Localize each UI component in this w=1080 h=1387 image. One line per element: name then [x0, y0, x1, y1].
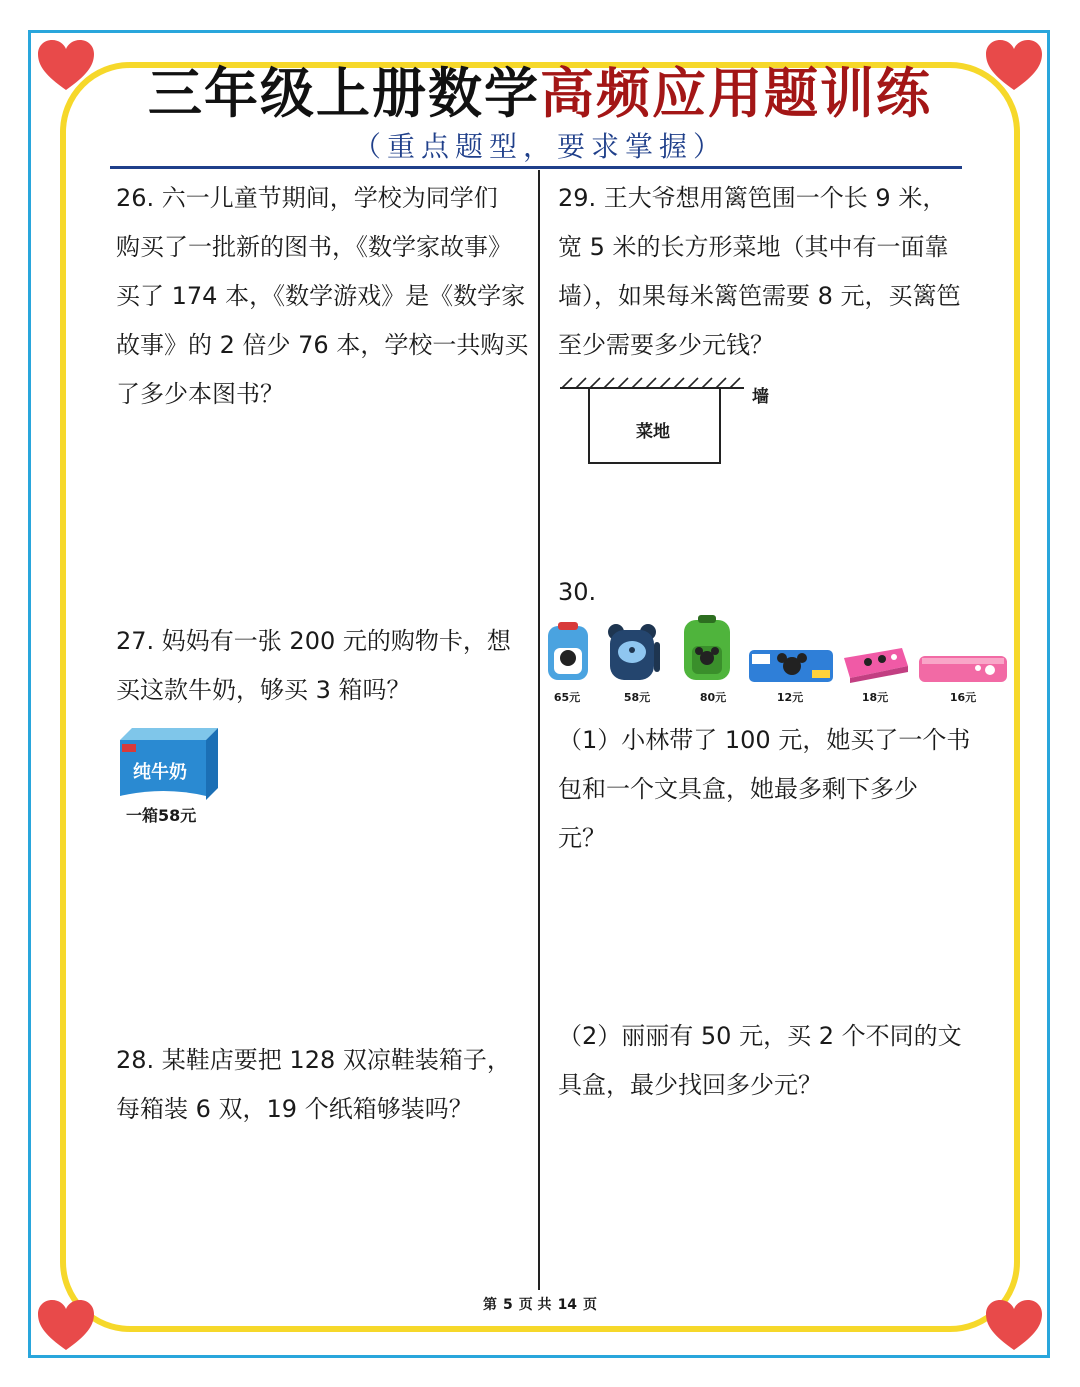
- question-line: （1）小林带了 100 元，她买了一个书: [558, 726, 971, 754]
- footer-page: 5: [502, 1297, 513, 1313]
- question-27: [116, 617, 530, 715]
- footer-total: 14: [557, 1297, 578, 1313]
- column-divider: [538, 170, 540, 1290]
- question-line: 墙），如果每米篱笆需要 8 元，买篱笆: [558, 282, 961, 310]
- item-price: 80元: [699, 691, 727, 704]
- question-30-part-1: [558, 716, 978, 863]
- question-line: 宽 5 米的长方形菜地（其中有一面靠: [558, 233, 949, 261]
- title-part-2: 高频应用题训练: [540, 62, 932, 125]
- page-subtitle: （重点题型，要求掌握）: [352, 130, 727, 163]
- footer-suffix: 页: [583, 1297, 598, 1313]
- pencil-case-icon: [842, 644, 910, 684]
- question-line: 具盒，最少找回多少元？: [558, 1071, 822, 1099]
- question-30-number: 30.: [558, 578, 597, 606]
- question-line: 购买了一批新的图书，《数学家故事》: [116, 233, 512, 261]
- milk-price-caption: 一箱58元: [126, 806, 197, 825]
- milk-box-image: [114, 726, 224, 802]
- backpack-icon: [606, 622, 662, 682]
- plot-label: 菜地: [636, 422, 670, 442]
- question-30-part-2: [558, 1012, 978, 1110]
- question-line: 买这款牛奶，够买 3 箱吗？: [116, 676, 411, 704]
- backpack-icon: [680, 614, 734, 682]
- question-line: 29. 王大爷想用篱笆围一个长 9 米，: [558, 184, 947, 212]
- question-line: 28. 某鞋店要把 128 双凉鞋装箱子，: [116, 1046, 511, 1074]
- question-line: 至少需要多少元钱？: [558, 331, 774, 359]
- page-title: [0, 58, 1080, 130]
- header-rule: [110, 166, 962, 169]
- question-line: 买了 174 本，《数学游戏》是《数学家: [116, 282, 526, 310]
- question-line: 包和一个文具盒，她最多剩下多少: [558, 775, 918, 803]
- question-line: （2）丽丽有 50 元，买 2 个不同的文: [558, 1022, 962, 1050]
- pencil-case-icon: [748, 646, 834, 684]
- footer-prefix: 第: [482, 1297, 497, 1313]
- question-line: 26. 六一儿童节期间，学校为同学们: [116, 184, 498, 212]
- milk-box-label: 纯牛奶: [133, 762, 187, 783]
- footer-mid: 页 共: [518, 1297, 552, 1313]
- question-line: 27. 妈妈有一张 200 元的购物卡，想: [116, 627, 511, 655]
- question-line: 每箱装 6 双，19 个纸箱够装吗？: [116, 1095, 473, 1123]
- question-line: 故事》的 2 倍少 76 本，学校一共购买: [116, 331, 529, 359]
- wall-label: 墙: [752, 387, 769, 407]
- question-26: [116, 174, 530, 419]
- title-part-1: 三年级上册数学: [148, 62, 540, 125]
- question-line: 了多少本图书？: [116, 380, 284, 408]
- backpack-icon: [544, 620, 592, 682]
- item-price: 65元: [553, 691, 581, 704]
- question-line: 元？: [558, 824, 606, 852]
- item-price: 18元: [861, 691, 889, 704]
- item-price: 12元: [776, 691, 804, 704]
- pencil-case-icon: [918, 652, 1008, 686]
- item-price: 58元: [623, 691, 651, 704]
- question-29: [558, 174, 978, 370]
- page-number-footer: [0, 1294, 1080, 1314]
- question-28: [116, 1036, 530, 1134]
- item-price: 16元: [949, 691, 977, 704]
